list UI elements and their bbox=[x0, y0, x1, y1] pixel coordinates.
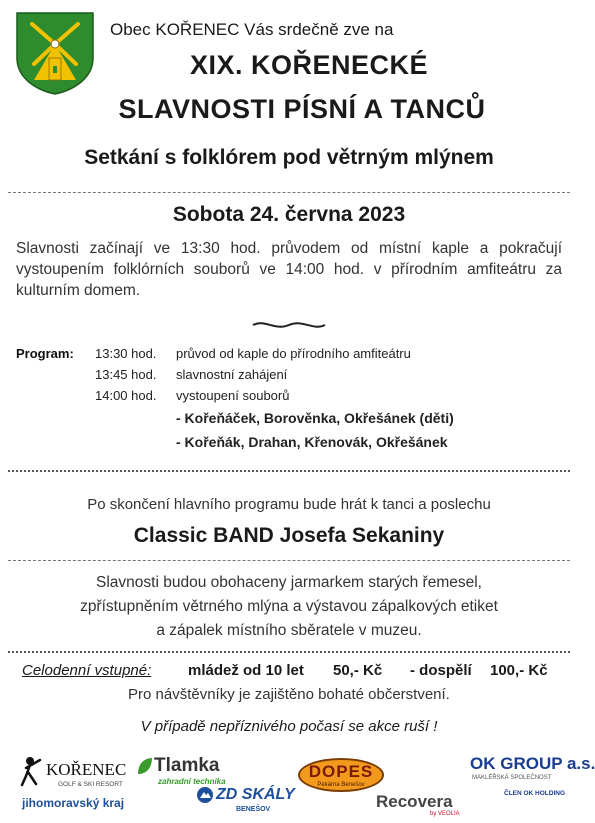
event-title-line1: XIX. KOŘENECKÉ bbox=[189, 50, 429, 80]
band-intro: Po skončení hlavního programu bude hrát k tanci a poslechu bbox=[87, 496, 491, 513]
divider bbox=[8, 192, 570, 193]
program-label: Program: bbox=[16, 346, 74, 361]
event-subtitle: Setkání s folklórem pod větrným mlýnem bbox=[84, 146, 494, 169]
refreshment-note: Pro návštěvníky je zajištěno bohaté občerstvení. bbox=[128, 686, 450, 703]
event-title-line2: SLAVNOSTI PÍSNÍ A TANCŮ bbox=[118, 94, 486, 124]
admission-adult-price: 100,- Kč bbox=[490, 662, 548, 679]
program-item-2: slavnostní zahájení bbox=[176, 367, 288, 382]
sponsor-korenec: KOŘENEC bbox=[46, 760, 127, 779]
sponsor-zdskaly-sub: BENEŠOV bbox=[236, 806, 271, 813]
weather-note: V případě nepříznivého počasí se akce ruší ! bbox=[140, 718, 438, 735]
sponsor-tlamka: Tlamka bbox=[154, 755, 220, 776]
divider bbox=[8, 470, 570, 472]
ornament-divider bbox=[251, 320, 327, 330]
sponsor-recovera: Recovera bbox=[376, 792, 453, 811]
admission-youth-price: 50,- Kč bbox=[333, 662, 383, 679]
sponsor-recovera-sub: by VEOLIA bbox=[430, 811, 460, 817]
sponsor-okgroup: OK GROUP a.s. bbox=[470, 754, 595, 773]
extras-line-3: a zápalek místního sběratele v muzeu. bbox=[156, 622, 422, 639]
intro-paragraph: Slavnosti začínají ve 13:30 hod. průvodem od místní kaple a pokračují vystoupením folklórních souborů ve 14:00 hod. v přírodním amfiteátru za kulturním domem. bbox=[16, 240, 562, 299]
golfer-icon bbox=[16, 756, 44, 786]
sponsor-jmk: jihomoravský kraj bbox=[22, 796, 125, 810]
program-time-1: 13:30 hod. bbox=[95, 346, 157, 361]
sponsor-korenec-sub: GOLF & SKI RESORT bbox=[58, 781, 123, 788]
divider bbox=[8, 560, 570, 561]
admission-adult: - dospělí bbox=[410, 662, 472, 679]
sponsor-dopes-sub: Pekárna Benešov bbox=[317, 782, 365, 788]
program-time-2: 13:45 hod. bbox=[95, 367, 157, 382]
event-date: Sobota 24. června 2023 bbox=[172, 203, 406, 226]
band-name: Classic BAND Josefa Sekaniny bbox=[133, 524, 445, 547]
program-item-1: průvod od kaple do přírodního amfiteátru bbox=[176, 346, 411, 361]
invite-line: Obec KOŘENEC Vás srdečně zve na bbox=[110, 20, 394, 39]
extras-line-2: zpřístupněním větrného mlýna a výstavou zápalkových etiket bbox=[80, 598, 498, 615]
admission-youth: mládež od 10 let bbox=[188, 662, 304, 679]
program-time-3: 14:00 hod. bbox=[95, 388, 157, 403]
sponsor-okgroup-sub: MAKLÉŘSKÁ SPOLEČNOST bbox=[472, 775, 552, 781]
sponsor-dopes: DOPES bbox=[308, 762, 374, 781]
extras-line-1: Slavnosti budou obohaceny jarmarkem starých řemesel, bbox=[96, 574, 482, 591]
program-item-3: vystoupení souborů bbox=[176, 388, 290, 403]
sponsor-tlamka-sub: zahradní technika bbox=[158, 777, 226, 786]
zd-skaly-logo-icon bbox=[196, 786, 214, 804]
program-group-1: - Kořeňáček, Borověnka, Okřešánek (děti) bbox=[176, 410, 454, 426]
leaf-icon bbox=[136, 756, 154, 776]
admission-label: Celodenní vstupné: bbox=[22, 662, 152, 679]
program-group-2: - Kořeňák, Drahan, Křenovák, Okřešánek bbox=[176, 434, 448, 450]
divider bbox=[8, 651, 570, 653]
sponsor-okholding: ČLEN OK HOLDING bbox=[504, 790, 566, 797]
sponsor-zdskaly: ZD SKÁLY bbox=[216, 786, 295, 803]
